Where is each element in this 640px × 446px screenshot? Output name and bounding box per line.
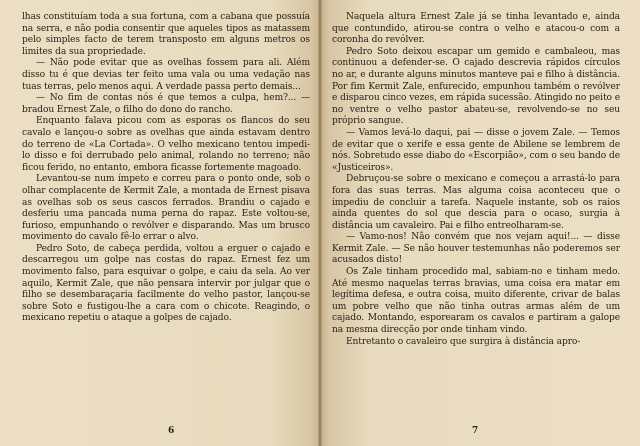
paragraph: Enquanto falava picou com as esporas os flancos do seu cavalo e lançou-o sobre as ovelhas que ainda estavam dentro do terreno de «La Cortada». O velho mexicano tentou impedi-lo disso e foi derrubado pelo animal, rolando no terreno; não ficou ferido, no entanto, embora ficasse fortemente magoado. (22, 116, 310, 173)
paragraph: Levantou-se num ímpeto e correu para o ponto onde, sob o olhar complacente de Kermit Zale, a montada de Ernest pisava as ovelhas sob os seus cascos ferrados. Brandiu o cajado e desferiu uma pancada numa perna do rapaz. Este voltou-se, furioso, empunhando o revólver e disparando. Mas um brusco movimento do cavalo fê-lo errar o alvo. (22, 174, 310, 243)
paragraph: Pedro Soto deixou escapar um gemido e cambaleou, mas continuou a defender-se. O cajado descrevia rápidos círculos no ar, e durante alguns minutos manteve pai e filho à distância. Por fim Kermit Zale, enfurecido, empunhou também o revólver e disparou cinco vezes, em rápida sucessão. Atingido no peito e no ventre o velho pastor abateu-se, revolvendo-se no seu próprio sangue. (332, 46, 620, 127)
book-gutter (318, 0, 322, 446)
paragraph: Naquela altura Ernest Zale já se tinha levantado e, ainda que contundido, atirou-se contra o velho e atacou-o com a coronha do revólver. (332, 12, 620, 46)
paragraph: Os Zale tinham procedido mal, sabiam-no e tinham medo. Até mesmo naquelas terras bravias, uma coisa era matar em legítima defesa, e outra coisa, muito diferente, crivar de balas um pobre velho que não tinha outras armas além de um cajado. Montando, esporearam os cavalos e partiram a galope na mesma direcção por onde tinham vindo. (332, 267, 620, 336)
paragraph: — Vamo-nos! Não convém que nos vejam aqui!... — disse Kermit Zale. — Se não houver testemunhas não poderemos ser acusados disto! (332, 232, 620, 266)
paragraph: — No fim de contas nós é que temos a culpa, hem?... — bradou Ernest Zale, o filho do dono do rancho. (22, 93, 310, 115)
paragraph: Pedro Soto, de cabeça perdida, voltou a erguer o cajado e descarregou um golpe nas costas do rapaz. Ernest fez um movimento falso, para esquivar o golpe, e caiu da sela. Ao ver aquilo, Kermit Zale, que não pensara intervir por julgar que o filho se desembaraçaria facilmente do velho pastor, lançou-se sobre Soto e fustigou-lhe a cara com o chicote. Reagindo, o mexicano repetiu o ataque a golpes de cajado. (22, 243, 310, 324)
right-page (320, 0, 640, 446)
paragraph: Debruçou-se sobre o mexicano e começou a arrastá-lo para fora das suas terras. Mas alguma coisa aconteceu que o impediu de concluir a tarefa. Naquele instante, sob os raios ainda quentes do sol que descia para o ocaso, surgia à distância um cavaleiro. Pai e filho entreolharam-se. (332, 174, 620, 231)
paragraph: — Vamos levá-lo daqui, pai — disse o jovem Zale. — Temos de evitar que o xerife e essa gente de Abilene se lembrem de nós. Sobretudo esse diabo do «Escorpião», com o seu bando de «Justiceiros». (332, 127, 620, 173)
page-number: 6 (168, 426, 175, 436)
paragraph: Entretanto o cavaleiro que surgira à distância apro- (346, 336, 581, 347)
page-number: 7 (472, 426, 479, 436)
paragraph: lhas constituíam toda a sua fortuna, com a cabana que possuía na serra, e não podia consentir que aqueles tipos as matassem pelo simples facto de terem transposto em alguns metros os limites da sua propriedade. (22, 12, 310, 57)
paragraph: — Não pode evitar que as ovelhas fossem para ali. Além disso tu é que devias ter feito uma vala ou uma vedação nas tuas terras, pelo menos aqui. A verdade passa perto demais... (22, 58, 310, 92)
